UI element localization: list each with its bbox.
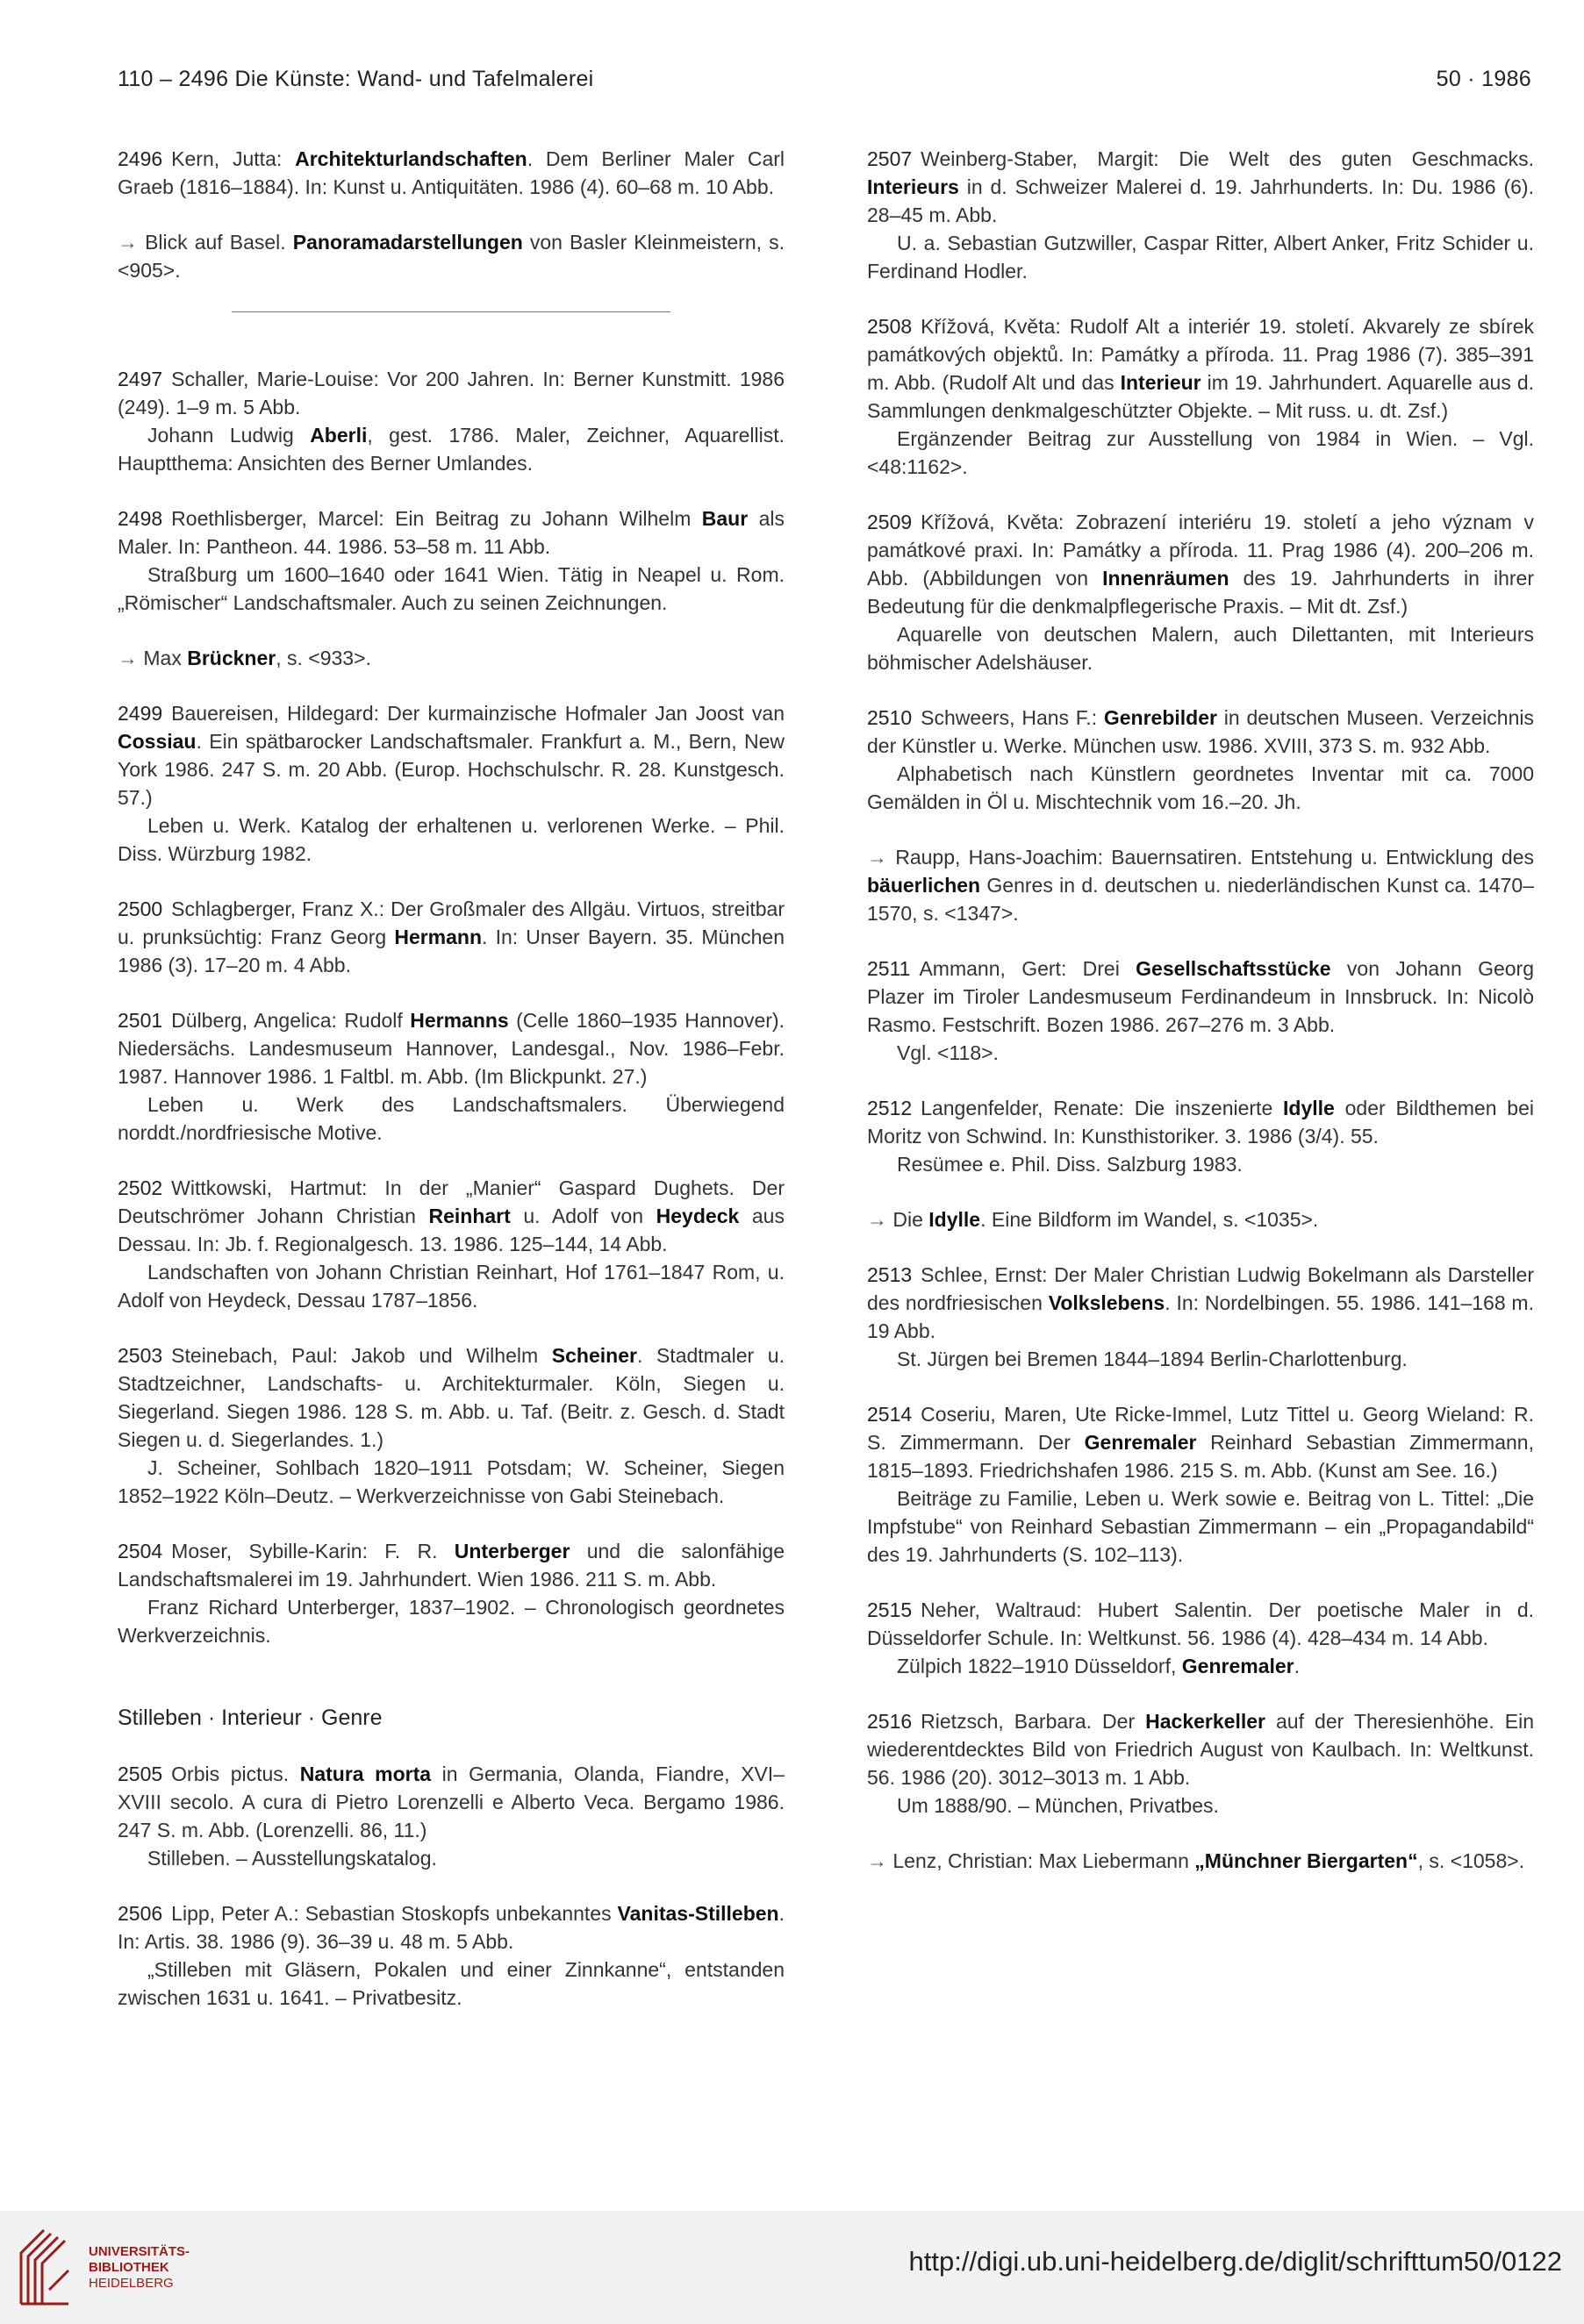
entry-number: 2504 [118, 1540, 163, 1562]
entry-2506: 2506 Lipp, Peter A.: Sebastian Stoskopfs unbekanntes Vanitas-Stilleben. In: Artis. 38. 1986 (9). 36–39 u. 48 m. 5 Abb. „Stilleben mit Gläsern, Pokalen und einer Zinnkanne“, entstanden zwischen 1631 u. 1641. – Privatbesitz. [118, 1899, 785, 2012]
entry-annotation: Landschaften von Johann Christian Reinhart, Hof 1761–1847 Rom, u. Adolf von Heydeck, Dessau 1787–1856. [118, 1261, 785, 1312]
cross-reference-idylle: → Die Idylle. Eine Bildform im Wandel, s. <1035>. [867, 1208, 1319, 1231]
keyword: Vanitas-Stilleben [617, 1902, 779, 1925]
entry-2512: 2512 Langenfelder, Renate: Die inszenierte Idylle oder Bildthemen bei Moritz von Schwind. In: Kunsthistoriker. 3. 1986 (3/4). 55. Resümee e. Phil. Diss. Salzburg 1983. [867, 1094, 1534, 1178]
keyword: Hackerkeller [1145, 1710, 1265, 1733]
entry-2498: 2498 Roethlisberger, Marcel: Ein Beitrag zu Johann Wilhelm Baur als Maler. In: Pantheon. 44. 1986. 53–58 m. 11 Abb. Straßburg um 1600–1640 oder 1641 Wien. Tätig in Neapel u. Rom. „Römischer“ Landschaftsmaler. Auch zu seinen Zeichnungen. [118, 504, 785, 617]
entry-number: 2506 [118, 1902, 163, 1925]
entry-annotation: Zülpich 1822–1910 Düsseldorf, Genremaler. [897, 1655, 1301, 1677]
arrow-right-icon: → [867, 1849, 887, 1872]
keyword: Unterberger [454, 1540, 570, 1562]
entry-2503: 2503 Steinebach, Paul: Jakob und Wilhelm Scheiner. Stadtmaler u. Stadtzeichner, Landschafts- u. Architekturmaler. Köln, Siegen u. Siegerland. Siegen 1986. 128 S. m. Abb. u. Taf. (Beitr. z. Gesch. d. Stadt Siegen u. d. Siegerlandes. 1.) J. Scheiner, Sohlbach 1820–1911 Potsdam; W. Scheiner, Siegen 1852–1922 Köln–Deutz. – Werkverzeichnisse von Gabi Steinebach. [118, 1341, 785, 1510]
cross-reference-brueckner: → Max Brückner, s. <933>. [118, 647, 371, 669]
entry-number: 2515 [867, 1598, 913, 1621]
entry-number: 2507 [867, 147, 913, 170]
entry-number: 2500 [118, 897, 163, 920]
entry-2505: 2505 Orbis pictus. Natura morta in Germania, Olanda, Fiandre, XVI–XVIII secolo. A cura di Pietro Lorenzelli e Alberto Veca. Bergamo 1986. 247 S. m. Abb. (Lorenzelli. 86, 11.) Stilleben. – Ausstellungskatalog. [118, 1760, 785, 1872]
entry-number: 2513 [867, 1263, 913, 1286]
cross-reference-lenz: → Lenz, Christian: Max Liebermann „Münchner Biergarten“, s. <1058>. [867, 1849, 1525, 1872]
keyword: Hermanns [410, 1009, 509, 1032]
entry-2513: 2513 Schlee, Ernst: Der Maler Christian Ludwig Bokelmann als Darsteller des nordfriesischen Volkslebens. In: Nordelbingen. 55. 1986. 141–168 m. 19 Abb. St. Jürgen bei Bremen 1844–1894 Berlin-Charlottenburg. [867, 1261, 1534, 1373]
keyword: Genremaler [1181, 1655, 1294, 1677]
entry-annotation: Um 1888/90. – München, Privatbes. [897, 1794, 1219, 1817]
entry-number: 2511 [867, 957, 911, 980]
keyword: Reinhart [428, 1205, 511, 1227]
keyword: „Münchner Biergarten“ [1194, 1849, 1418, 1872]
cross-reference-basel: → Blick auf Basel. Panoramadarstellungen von Basler Kleinmeistern, s. <905>. [118, 231, 785, 282]
entry-number: 2502 [118, 1176, 163, 1199]
header-left: 110 – 2496 Die Künste: Wand- und Tafelmalerei [118, 67, 594, 91]
keyword: Genremaler [1084, 1431, 1197, 1454]
keyword: Interieurs [867, 175, 959, 198]
entry-annotation: Ergänzender Beitrag zur Ausstellung von 1984 in Wien. – Vgl. <48:1162>. [867, 427, 1534, 478]
running-header [118, 67, 1531, 102]
keyword: Volkslebens [1048, 1291, 1165, 1314]
right-column [867, 145, 1534, 1902]
section-heading: Stilleben · Interieur · Genre [118, 1705, 383, 1730]
entry-annotation: Leben u. Werk des Landschaftsmalers. Überwiegend norddt./nordfriesische Motive. [118, 1093, 785, 1144]
entry-annotation: Franz Richard Unterberger, 1837–1902. – Chronologisch geordnetes Werkverzeichnis. [118, 1596, 785, 1647]
keyword: Innenräumen [1102, 567, 1229, 590]
cross-reference-raupp: → Raupp, Hans-Joachim: Bauernsatiren. Entstehung u. Entwicklung des bäuerlichen Genres in d. deutschen u. niederländischen Kunst ca. 1470–1570, s. <1347>. [867, 846, 1534, 925]
keyword: Idylle [928, 1208, 981, 1231]
entry-2497: 2497 Schaller, Marie-Louise: Vor 200 Jahren. In: Berner Kunstmitt. 1986 (249). 1–9 m. 5 Abb. Johann Ludwig Aberli, gest. 1786. Maler, Zeichner, Aquarellist. Hauptthema: Ansichten des Berner Umlandes. [118, 365, 785, 477]
entry-annotation: „Stilleben mit Gläsern, Pokalen und einer Zinnkanne“, entstanden zwischen 1631 u. 1641. – Privatbesitz. [118, 1958, 785, 2009]
keyword: Heydeck [656, 1205, 740, 1227]
entry-number: 2510 [867, 706, 913, 729]
entry-2509: 2509 Křížová, Květa: Zobrazení interiéru 19. století a jeho význam v památkové praxi. In: Památky a příroda. 11. Prag 1986 (4). 200–206 m. Abb. (Abbildungen von Innenräumen des 19. Jahrhunderts in ihrer Bedeutung für die denkmalpflegerische Praxis. – Mit dt. Zsf.) Aquarelle von deutschen Malern, auch Dilettanten, mit Interieurs böhmischer Adelshäuser. [867, 508, 1534, 676]
library-name: UNIVERSITÄTS- BIBLIOTHEK HEIDELBERG [89, 2244, 190, 2291]
entry-number: 2501 [118, 1009, 163, 1032]
arrow-right-icon: → [867, 846, 887, 869]
entry-number: 2503 [118, 1344, 163, 1367]
entry-annotation: Vgl. <118>. [897, 1041, 999, 1064]
entry-annotation: J. Scheiner, Sohlbach 1820–1911 Potsdam; W. Scheiner, Siegen 1852–1922 Köln–Deutz. – Werkverzeichnisse von Gabi Steinebach. [118, 1456, 785, 1507]
library-footer [0, 2211, 1584, 2324]
keyword: Architekturlandschaften [295, 147, 527, 170]
entry-annotation: Stilleben. – Ausstellungskatalog. [147, 1847, 437, 1870]
header-right: 50 · 1986 [1436, 67, 1531, 91]
entry-annotation: Resümee e. Phil. Diss. Salzburg 1983. [897, 1153, 1243, 1176]
entry-number: 2496 [118, 147, 163, 170]
keyword: Interieur [1120, 371, 1201, 394]
entry-annotation: U. a. Sebastian Gutzwiller, Caspar Ritter, Albert Anker, Fritz Schider u. Ferdinand Hodler. [867, 232, 1534, 282]
entry-2510: 2510 Schweers, Hans F.: Genrebilder in deutschen Museen. Verzeichnis der Künstler u. Werke. München usw. 1986. XVIII, 373 S. m. 932 Abb. Alphabetisch nach Künstlern geordnetes Inventar mit ca. 7000 Gemälden in Öl u. Mischtechnik vom 16.–20. Jh. [867, 704, 1534, 816]
entry-2496: 2496 Kern, Jutta: Architekturlandschaften. Dem Berliner Maler Carl Graeb (1816–1884). In: Kunst u. Antiquitäten. 1986 (4). 60–68 m. 10 Abb. [118, 147, 785, 198]
keyword: Panoramadarstellungen [292, 231, 523, 254]
entry-number: 2509 [867, 511, 913, 533]
entry-number: 2505 [118, 1763, 163, 1785]
keyword: bäuerlichen [867, 874, 981, 897]
left-column [118, 145, 785, 2039]
entry-number: 2508 [867, 315, 913, 338]
keyword: Idylle [1283, 1097, 1335, 1119]
entry-2499: 2499 Bauereisen, Hildegard: Der kurmainzische Hofmaler Jan Joost van Cossiau. Ein spätbarocker Landschaftsmaler. Frankfurt a. M., Bern, New York 1986. 247 S. m. 20 Abb. (Europ. Hochschulschr. R. 28. Kunstgesch. 57.) Leben u. Werk. Katalog der erhaltenen u. verlorenen Werke. – Phil. Diss. Würzburg 1982. [118, 699, 785, 868]
entry-number: 2512 [867, 1097, 913, 1119]
library-logo-icon [18, 2227, 72, 2307]
keyword: Genrebilder [1103, 706, 1217, 729]
section-divider [232, 311, 670, 312]
entry-number: 2499 [118, 702, 163, 725]
keyword: Aberli [310, 424, 368, 447]
entry-2507: 2507 Weinberg-Staber, Margit: Die Welt des guten Geschmacks. Interieurs in d. Schweizer Malerei d. 19. Jahrhunderts. In: Du. 1986 (6). 28–45 m. Abb. U. a. Sebastian Gutzwiller, Caspar Ritter, Albert Anker, Fritz Schider u. Ferdinand Hodler. [867, 145, 1534, 285]
entry-number: 2514 [867, 1403, 913, 1426]
keyword: Gesellschaftsstücke [1136, 957, 1331, 980]
arrow-right-icon: → [118, 647, 138, 669]
source-url: http://digi.ub.uni-heidelberg.de/diglit/schrifttum50/0122 [908, 2246, 1562, 2277]
keyword: Baur [701, 507, 749, 530]
entry-annotation: Beiträge zu Familie, Leben u. Werk sowie e. Beitrag von L. Tittel: „Die Impfstube“ von Reinhard Sebastian Zimmermann – ein „Propagandabild“ des 19. Jahrhunderts (S. 102–113). [867, 1487, 1534, 1566]
arrow-right-icon: → [867, 1208, 887, 1231]
entry-2504: 2504 Moser, Sybille-Karin: F. R. Unterberger und die salonfähige Landschaftsmalerei im 19. Jahrhundert. Wien 1986. 211 S. m. Abb. Franz Richard Unterberger, 1837–1902. – Chronologisch geordnetes Werkverzeichnis. [118, 1537, 785, 1649]
entry-number: 2497 [118, 368, 163, 390]
entry-number: 2516 [867, 1710, 913, 1733]
entry-2516: 2516 Rietzsch, Barbara. Der Hackerkeller auf der Theresienhöhe. Ein wiederentdecktes Bild von Friedrich August von Kaulbach. In: Weltkunst. 56. 1986 (20). 3012–3013 m. 1 Abb. Um 1888/90. – München, Privatbes. [867, 1707, 1534, 1820]
keyword: Hermann [394, 926, 483, 948]
entry-2511: 2511 Ammann, Gert: Drei Gesellschaftsstücke von Johann Georg Plazer im Tiroler Landesmuseum Ferdinandeum in Innsbruck. In: Nicolò Rasmo. Festschrift. Bozen 1986. 267–276 m. 3 Abb. Vgl. <118>. [867, 955, 1534, 1067]
entry-number: 2498 [118, 507, 163, 530]
keyword: Scheiner [551, 1344, 637, 1367]
keyword: Natura morta [299, 1763, 432, 1785]
entry-annotation: Straßburg um 1600–1640 oder 1641 Wien. Tätig in Neapel u. Rom. „Römischer“ Landschaftsmaler. Auch zu seinen Zeichnungen. [118, 563, 785, 614]
keyword: Brückner [187, 647, 276, 669]
entry-2501: 2501 Dülberg, Angelica: Rudolf Hermanns (Celle 1860–1935 Hannover). Niedersächs. Landesmuseum Hannover, Landesgal., Nov. 1986–Febr. 1987. Hannover 1986. 1 Faltbl. m. Abb. (Im Blickpunkt. 27.) Leben u. Werk des Landschaftsmalers. Überwiegend norddt./nordfriesische Motive. [118, 1006, 785, 1147]
entry-2514: 2514 Coseriu, Maren, Ute Ricke-Immel, Lutz Tittel u. Georg Wieland: R. S. Zimmermann. Der Genremaler Reinhard Sebastian Zimmermann, 1815–1893. Friedrichshafen 1986. 215 S. m. Abb. (Kunst am See. 16.) Beiträge zu Familie, Leben u. Werk sowie e. Beitrag von L. Tittel: „Die Impfstube“ von Reinhard Sebastian Zimmermann – ein „Propagandabild“ des 19. Jahrhunderts (S. 102–113). [867, 1400, 1534, 1569]
entry-annotation: Aquarelle von deutschen Malern, auch Dilettanten, mit Interieurs böhmischer Adelshäuser. [867, 623, 1534, 674]
keyword: Cossiau [118, 730, 197, 753]
entry-2500: 2500 Schlagberger, Franz X.: Der Großmaler des Allgäu. Virtuos, streitbar u. prunksüchtig: Franz Georg Hermann. In: Unser Bayern. 35. München 1986 (3). 17–20 m. 4 Abb. [118, 897, 785, 976]
entry-2502: 2502 Wittkowski, Hartmut: In der „Manier“ Gaspard Dughets. Der Deutschrömer Johann Christian Reinhart u. Adolf von Heydeck aus Dessau. In: Jb. f. Regionalgesch. 13. 1986. 125–144, 14 Abb. Landschaften von Johann Christian Reinhart, Hof 1761–1847 Rom, u. Adolf von Heydeck, Dessau 1787–1856. [118, 1174, 785, 1314]
entry-2515: 2515 Neher, Waltraud: Hubert Salentin. Der poetische Maler in d. Düsseldorfer Schule. In: Weltkunst. 56. 1986 (4). 428–434 m. 14 Abb. Zülpich 1822–1910 Düsseldorf, Genremaler. [867, 1596, 1534, 1680]
entry-annotation: Alphabetisch nach Künstlern geordnetes Inventar mit ca. 7000 Gemälden in Öl u. Mischtechnik vom 16.–20. Jh. [867, 762, 1534, 813]
entry-2508: 2508 Křížová, Květa: Rudolf Alt a interiér 19. století. Akvarely ze sbírek památkových objektů. In: Památky a příroda. 11. Prag 1986 (7). 385–391 m. Abb. (Rudolf Alt und das Interieur im 19. Jahrhundert. Aquarelle aus d. Sammlungen denkmalgeschützter Objekte. – Mit russ. u. dt. Zsf.) Ergänzender Beitrag zur Ausstellung von 1984 in Wien. – Vgl. <48:1162>. [867, 312, 1534, 481]
entry-annotation: St. Jürgen bei Bremen 1844–1894 Berlin-Charlottenburg. [897, 1348, 1408, 1370]
entry-annotation: Johann Ludwig Aberli, gest. 1786. Maler, Zeichner, Aquarellist. Hauptthema: Ansichten des Berner Umlandes. [118, 424, 785, 475]
entry-annotation: Leben u. Werk. Katalog der erhaltenen u. verlorenen Werke. – Phil. Diss. Würzburg 1982. [118, 814, 785, 865]
arrow-right-icon: → [118, 231, 138, 254]
